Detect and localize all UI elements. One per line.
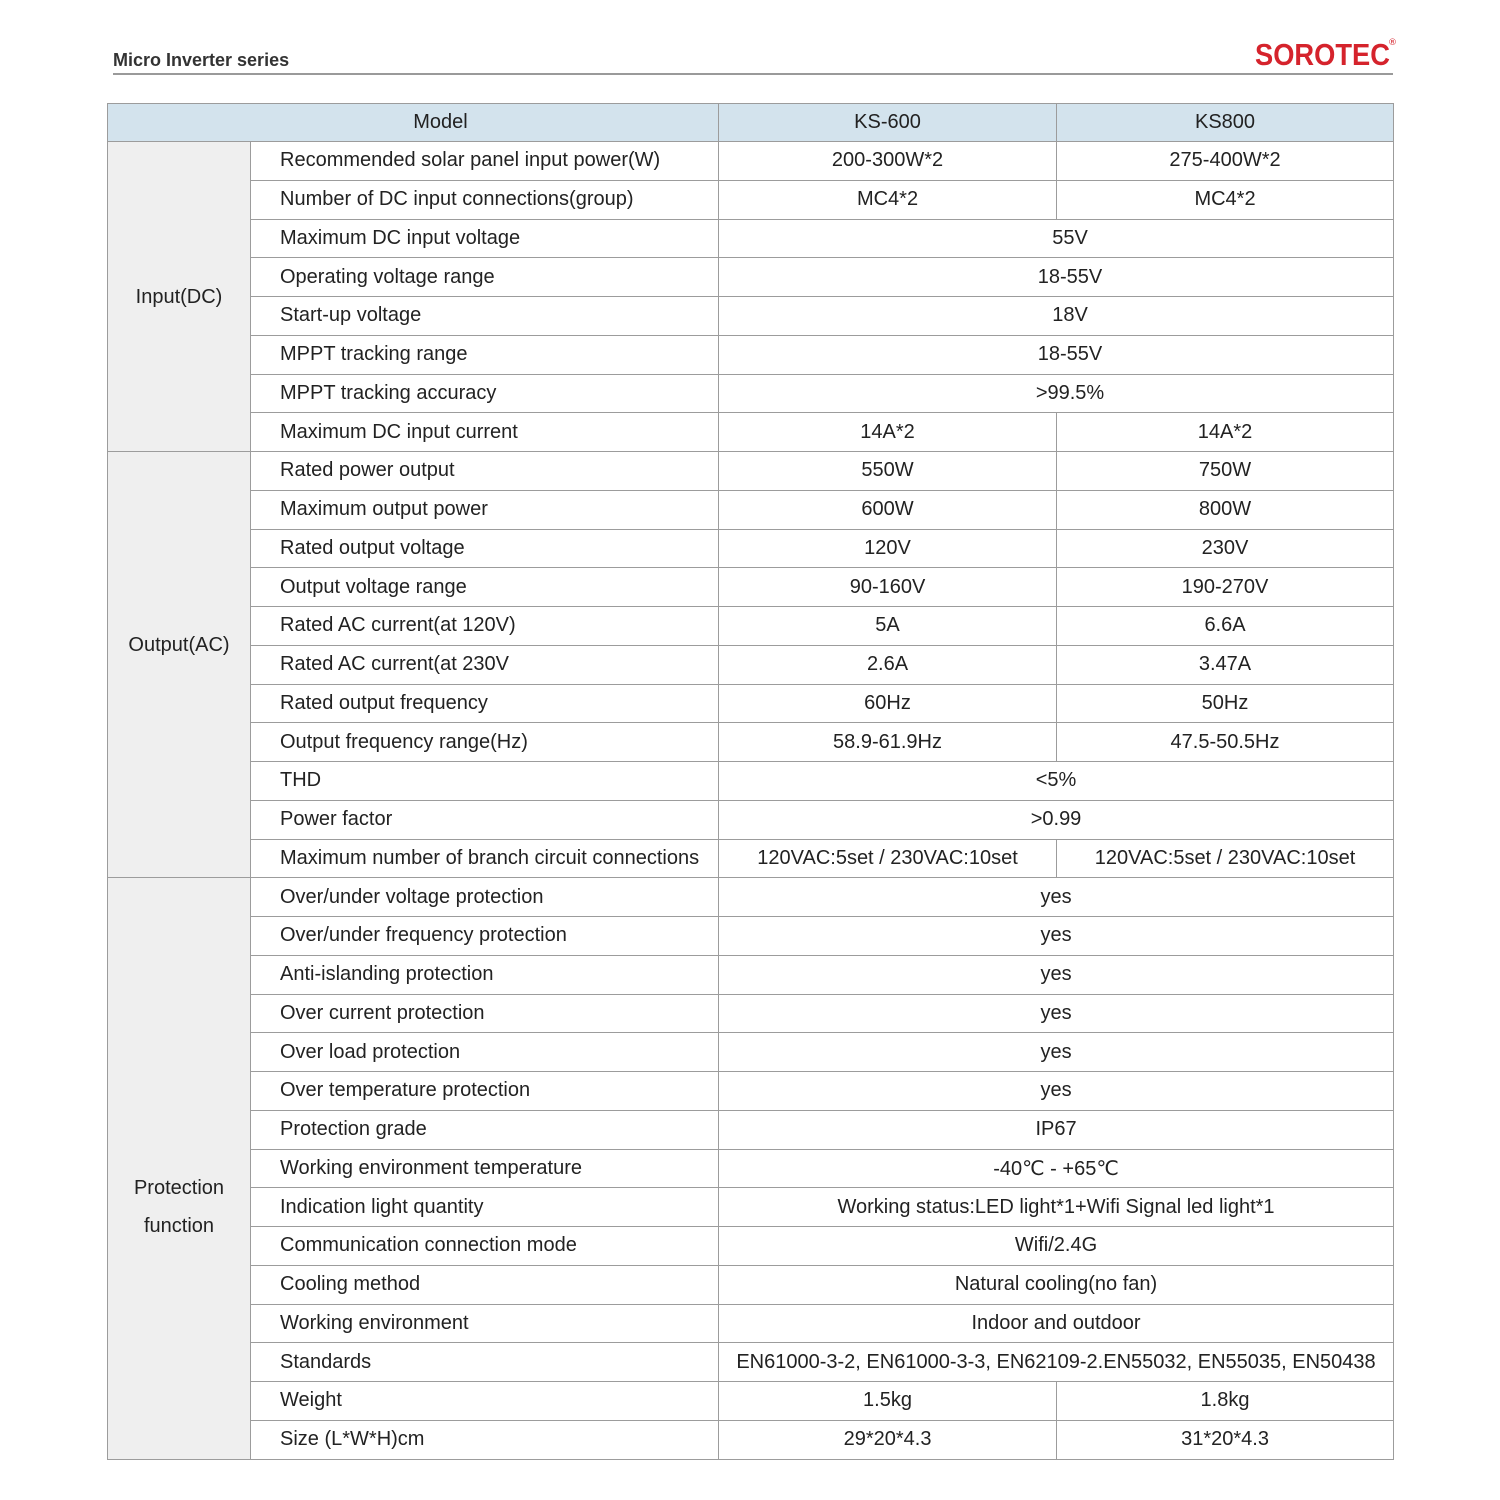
spec-label: Operating voltage range: [251, 258, 719, 297]
spec-value-shared: yes: [719, 1033, 1394, 1072]
spec-label: Maximum number of branch circuit connections: [251, 839, 719, 878]
spec-label: Output voltage range: [251, 568, 719, 607]
spec-label: Over current protection: [251, 994, 719, 1033]
spec-label: Number of DC input connections(group): [251, 180, 719, 219]
spec-value-shared: EN61000-3-2, EN61000-3-3, EN62109-2.EN55032, EN55035, EN50438: [719, 1343, 1394, 1382]
spec-value-ks800: 3.47A: [1057, 645, 1394, 684]
spec-row: [108, 607, 1394, 646]
spec-label: Cooling method: [251, 1265, 719, 1304]
spec-label: Rated AC current(at 120V): [251, 607, 719, 646]
spec-value-shared: IP67: [719, 1110, 1394, 1149]
category-cell: [108, 452, 251, 878]
spec-row: [108, 684, 1394, 723]
spec-label: Size (L*W*H)cm: [251, 1420, 719, 1459]
spec-value-shared: <5%: [719, 762, 1394, 801]
spec-value-shared: Indoor and outdoor: [719, 1304, 1394, 1343]
spec-value-shared: yes: [719, 878, 1394, 917]
spec-label: Maximum output power: [251, 490, 719, 529]
spec-value-ks600: 550W: [719, 452, 1057, 491]
spec-header-row: [108, 104, 1394, 142]
spec-label: Rated output frequency: [251, 684, 719, 723]
spec-value-ks800: 275-400W*2: [1057, 142, 1394, 181]
spec-label: Over temperature protection: [251, 1072, 719, 1111]
spec-row: [108, 413, 1394, 452]
spec-value-ks600: 60Hz: [719, 684, 1057, 723]
category-cell: [108, 878, 251, 1459]
spec-value-shared: 18-55V: [719, 258, 1394, 297]
spec-row: [108, 1304, 1394, 1343]
category-label: Output(AC): [128, 633, 230, 656]
spec-row: [108, 490, 1394, 529]
registered-mark: ®: [1388, 38, 1397, 48]
spec-value-ks600: 200-300W*2: [719, 142, 1057, 181]
spec-value-shared: yes: [719, 994, 1394, 1033]
spec-label: Over/under frequency protection: [251, 917, 719, 956]
spec-row: [108, 1382, 1394, 1421]
spec-row: [108, 374, 1394, 413]
spec-row: [108, 1227, 1394, 1266]
spec-label: Recommended solar panel input power(W): [251, 142, 719, 181]
spec-row: [108, 1265, 1394, 1304]
spec-row: [108, 917, 1394, 956]
spec-row: [108, 994, 1394, 1033]
spec-label: Output frequency range(Hz): [251, 723, 719, 762]
brand-logo: SOROTEC: [1255, 37, 1390, 72]
spec-row: [108, 180, 1394, 219]
spec-row: [108, 529, 1394, 568]
spec-row: [108, 1343, 1394, 1382]
spec-value-shared: -40℃ - +65℃: [719, 1149, 1394, 1188]
spec-value-ks800: 120VAC:5set / 230VAC:10set: [1057, 839, 1394, 878]
spec-value-ks800: 190-270V: [1057, 568, 1394, 607]
spec-row: [108, 142, 1394, 181]
spec-label: Rated output voltage: [251, 529, 719, 568]
spec-label: Start-up voltage: [251, 297, 719, 336]
spec-row: [108, 955, 1394, 994]
model-ks800-header: KS800: [1057, 104, 1394, 142]
spec-label: Protection grade: [251, 1110, 719, 1149]
spec-label: Rated power output: [251, 452, 719, 491]
spec-label: Communication connection mode: [251, 1227, 719, 1266]
spec-row: [108, 878, 1394, 917]
spec-value-ks600: 90-160V: [719, 568, 1057, 607]
category-label: function: [143, 1214, 215, 1237]
spec-value-shared: >0.99: [719, 800, 1394, 839]
series-title: Micro Inverter series: [113, 50, 290, 70]
spec-value-shared: yes: [719, 955, 1394, 994]
spec-label: Weight: [251, 1382, 719, 1421]
spec-value-ks800: MC4*2: [1057, 180, 1394, 219]
spec-label: Working environment: [251, 1304, 719, 1343]
spec-row: [108, 1420, 1394, 1459]
spec-row: [108, 762, 1394, 801]
category-label: Protection: [133, 1176, 225, 1199]
spec-label: Working environment temperature: [251, 1149, 719, 1188]
category-cell: [108, 142, 251, 452]
spec-value-shared: Wifi/2.4G: [719, 1227, 1394, 1266]
spec-row: [108, 800, 1394, 839]
spec-label: Standards: [251, 1343, 719, 1382]
spec-label: Maximum DC input voltage: [251, 219, 719, 258]
spec-value-ks800: 800W: [1057, 490, 1394, 529]
spec-label: Over load protection: [251, 1033, 719, 1072]
spec-value-ks600: 120V: [719, 529, 1057, 568]
spec-body: [108, 142, 1394, 1460]
spec-value-ks800: 230V: [1057, 529, 1394, 568]
spec-row: [108, 568, 1394, 607]
spec-value-ks600: 1.5kg: [719, 1382, 1057, 1421]
spec-label: Anti-islanding protection: [251, 955, 719, 994]
spec-row: [108, 1033, 1394, 1072]
spec-value-shared: 18-55V: [719, 335, 1394, 374]
spec-row: [108, 297, 1394, 336]
spec-value-ks800: 14A*2: [1057, 413, 1394, 452]
spec-value-ks600: 14A*2: [719, 413, 1057, 452]
spec-label: Indication light quantity: [251, 1188, 719, 1227]
spec-row: [108, 335, 1394, 374]
spec-row: [108, 1188, 1394, 1227]
model-ks600-header: KS-600: [719, 104, 1057, 142]
spec-value-ks800: 50Hz: [1057, 684, 1394, 723]
spec-row: [108, 839, 1394, 878]
spec-row: [108, 258, 1394, 297]
spec-label: MPPT tracking accuracy: [251, 374, 719, 413]
spec-value-shared: Natural cooling(no fan): [719, 1265, 1394, 1304]
spec-value-ks800: 6.6A: [1057, 607, 1394, 646]
spec-row: [108, 645, 1394, 684]
header-divider: [113, 73, 1393, 75]
spec-row: [108, 452, 1394, 491]
spec-value-ks600: 58.9-61.9Hz: [719, 723, 1057, 762]
spec-value-shared: 18V: [719, 297, 1394, 336]
spec-value-ks600: 29*20*4.3: [719, 1420, 1057, 1459]
spec-label: Over/under voltage protection: [251, 878, 719, 917]
spec-value-shared: yes: [719, 917, 1394, 956]
spec-row: [108, 1149, 1394, 1188]
spec-value-shared: yes: [719, 1072, 1394, 1111]
spec-label: MPPT tracking range: [251, 335, 719, 374]
spec-row: [108, 723, 1394, 762]
spec-value-ks600: 600W: [719, 490, 1057, 529]
spec-value-ks800: 31*20*4.3: [1057, 1420, 1394, 1459]
spec-label: Rated AC current(at 230V: [251, 645, 719, 684]
spec-row: [108, 1110, 1394, 1149]
spec-value-shared: Working status:LED light*1+Wifi Signal led light*1: [719, 1188, 1394, 1227]
spec-value-shared: 55V: [719, 219, 1394, 258]
spec-row: [108, 1072, 1394, 1111]
spec-value-ks800: 47.5-50.5Hz: [1057, 723, 1394, 762]
spec-value-shared: >99.5%: [719, 374, 1394, 413]
model-header: Model: [108, 104, 719, 142]
spec-label: THD: [251, 762, 719, 801]
category-label: Input(DC): [135, 285, 223, 308]
spec-table: [107, 103, 1394, 1460]
spec-value-ks600: 120VAC:5set / 230VAC:10set: [719, 839, 1057, 878]
spec-value-ks600: MC4*2: [719, 180, 1057, 219]
spec-value-ks800: 1.8kg: [1057, 1382, 1394, 1421]
spec-value-ks600: 2.6A: [719, 645, 1057, 684]
spec-row: [108, 219, 1394, 258]
spec-value-ks600: 5A: [719, 607, 1057, 646]
spec-value-ks800: 750W: [1057, 452, 1394, 491]
spec-label: Power factor: [251, 800, 719, 839]
spec-label: Maximum DC input current: [251, 413, 719, 452]
